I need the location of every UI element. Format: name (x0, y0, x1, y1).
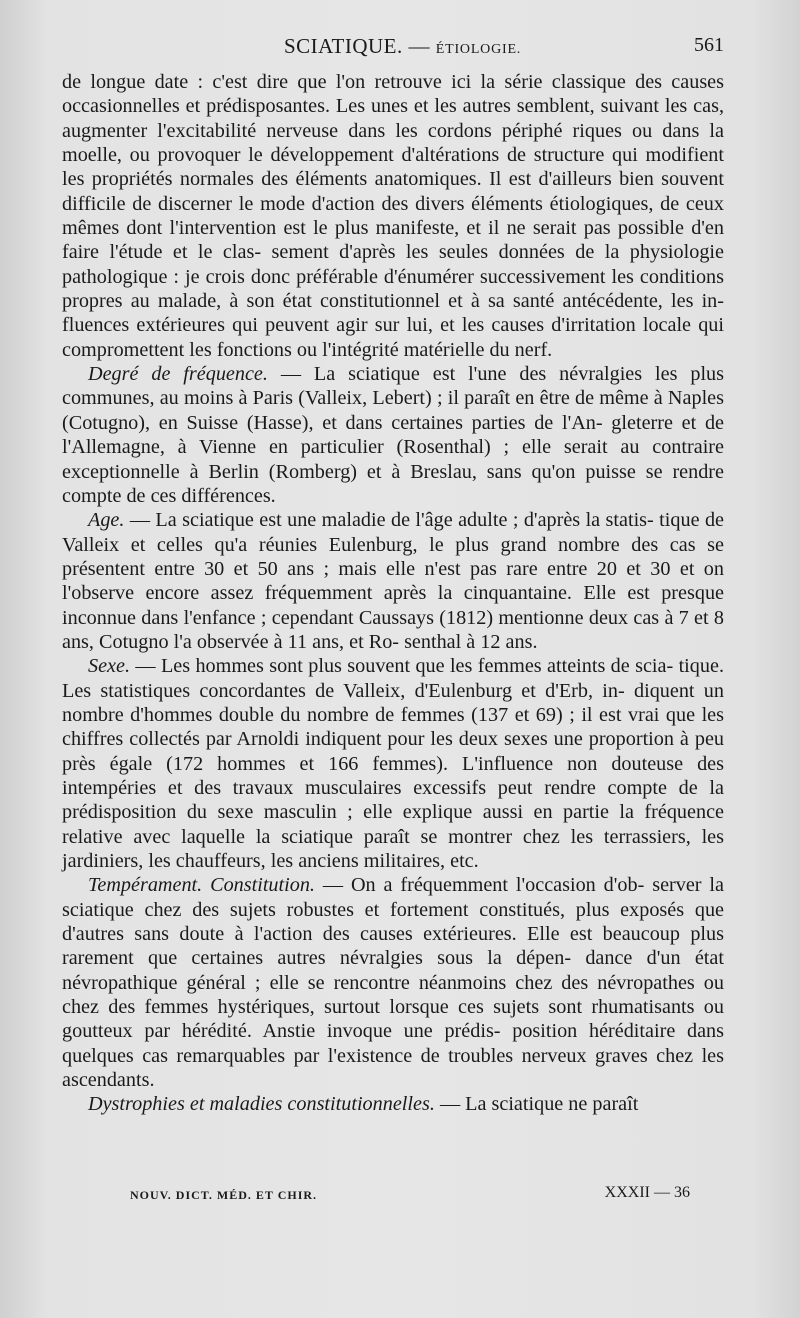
paragraph-text: — La sciatique ne paraît (434, 1093, 639, 1116)
section-label: Dystrophies et maladies constitutionnelles. (88, 1093, 435, 1116)
running-header (64, 34, 724, 62)
page-footer (100, 1184, 720, 1208)
paragraph-text: — Les hommes sont plus souvent que les femmes atteints de scia- tique. Les statistiques concordantes de Valleix, d'Eulenburg et d'Erb, in- diquent un nombre d'hommes double du nombre de femmes (137 et 69) ; il est vrai que les chiffres collectés par Arnoldi indiquent pour les deux sexes une proportion à peu près égale (172 hommes et 166 femmes). L'influence non douteuse des intempéries et des travaux musculaires excessifs peut rendre compte de la prédisposition du sexe masculin ; elle explique aussi en partie la fréquence relative avec laquelle la sciatique paraît se montrer chez les terrassiers, les jardiniers, les chauffeurs, les anciens militaires, etc. (62, 655, 724, 872)
footer-volume: XXXII — 36 (604, 1184, 690, 1201)
section-label: Sexe. (88, 655, 131, 678)
footer-publication: NOUV. DICT. MÉD. ET CHIR. (130, 1188, 318, 1202)
paragraph-sexe (62, 654, 724, 873)
paragraph-age (62, 508, 724, 654)
header-section: ÉTIOLOGIE. (435, 42, 522, 57)
body-text (62, 70, 724, 1117)
paragraph-intro (62, 70, 724, 362)
paragraph-text: — La sciatique est une maladie de l'âge adulte ; d'après la statis- tique de Valleix et celles qu'a réunies Eulenburg, le plus grand nombre des cas se présentent entre 30 et 50 ans ; mais elle n'est pas rare entre 20 et 30 et on l'observe encore assez fréquemment après la cinquantaine. Elle est presque inconnue dans l'enfance ; cependant Caussays (1812) mentionne deux cas à 7 et 8 ans, Cotugno l'a observée à 11 ans, et Ro- senthal à 12 ans. (62, 509, 724, 653)
paragraph-text: de longue date : c'est dire que l'on retrouve ici la série classique des causes occasionnelles et prédisposantes. Les unes et les autres semblent, suivant les cas, augmenter l'excitabilité nerveuse dans les cordons périphé riques ou dans la moelle, ou provoquer le développement d'altérations de structure qui modifient les propriétés normales des éléments anatomiques. Il est d'ailleurs bien souvent difficile de discerner le mode d'action des divers éléments étiologiques, de ceux mêmes dont l'intervention est le plus manifeste, et il ne serait pas possible d'en faire l'étude et le clas- sement d'après les seules données de la physiologie pathologique : je crois donc préférable d'énumérer successivement les conditions propres au malade, à son état constitutionnel et à sa santé antécédente, les in- fluences extérieures qui peuvent agir sur lui, et les causes d'irritation locale qui compromettent les fonctions ou l'intégrité matérielle du nerf. (62, 71, 724, 361)
paragraph-dystrophies (62, 1092, 724, 1116)
header-title-main: SCIATIQUE. — (284, 34, 436, 58)
paragraph-text: — La sciatique est l'une des névralgies les plus communes, au moins à Paris (Valleix, Lebert) ; il paraît en être de même à Naples (Cotugno), en Suisse (Hasse), et dans certaines parties de l'An- gleterre et de l'Allemagne, à Vienne en particulier (Rosenthal) ; elle serait au contraire exceptionnelle à Berlin (Romberg) et à Breslau, sans qu'on puisse se rendre compte de ces différences. (62, 363, 724, 507)
section-label: Degré de fréquence. (88, 363, 268, 386)
paragraph-frequence (62, 362, 724, 508)
section-label: Tempérament. Constitution. (88, 874, 315, 897)
paragraph-temperament (62, 873, 724, 1092)
paragraph-text: — On a fréquemment l'occasion d'ob- server la sciatique chez des sujets robustes et fortement constitués, plus exposés que d'autres sans doute à l'action des causes extérieures. Elle est beaucoup plus rarement que certaines autres névralgies sous la dépen- dance d'un état névropathique général ; elle se rencontre néanmoins chez des névropathes ou chez des femmes hystériques, surtout lorsque ces sujets sont rhumatisants ou goutteux par hérédité. Anstie invoque une prédis- position héréditaire dans quelques cas remarquables par l'existence de troubles nerveux graves chez les ascendants. (62, 874, 724, 1092)
header-title (284, 34, 521, 59)
page-number: 561 (694, 34, 724, 56)
section-label: Age. (88, 509, 125, 532)
